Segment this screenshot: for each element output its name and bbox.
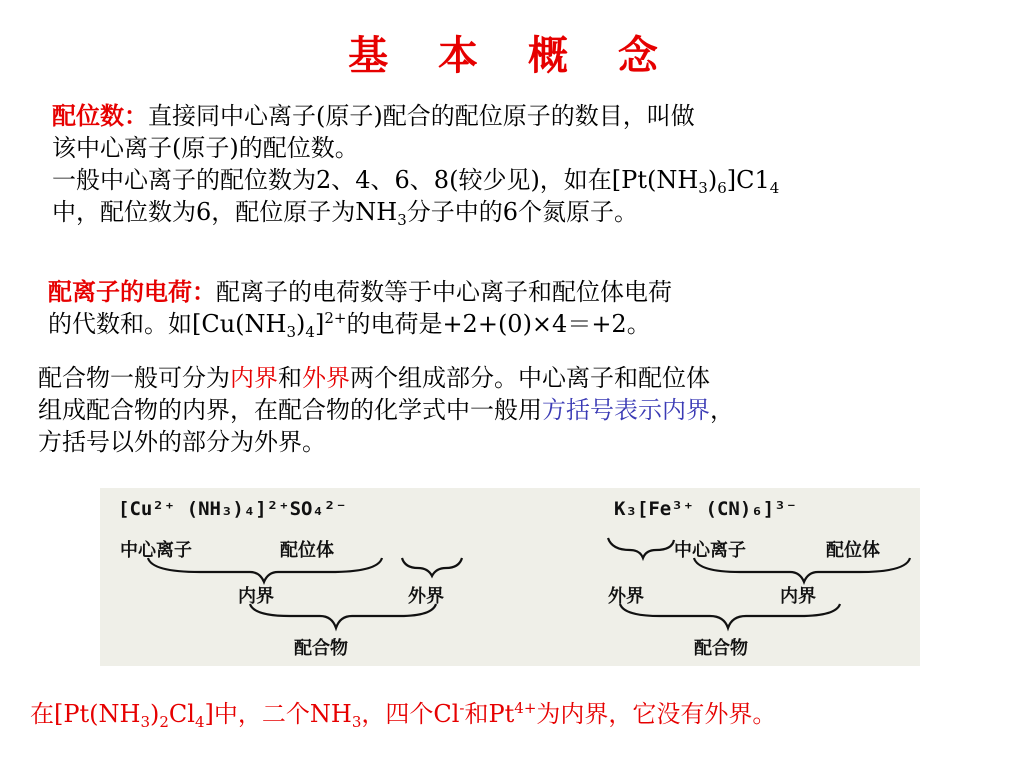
text: 两个组成部分。中心离子和配位体 [350, 364, 710, 392]
text: ， [710, 396, 734, 424]
coordination-number-line-1 [52, 100, 779, 132]
text: ] [314, 310, 325, 338]
subscript: 3 [140, 713, 150, 731]
coordination-number-label: 配位数： [52, 101, 148, 130]
text: 的代数和。如[Cu(NH [48, 310, 287, 338]
sphere-line-2 [38, 394, 734, 426]
subscript: 3 [286, 323, 297, 341]
right-complex-label: 配合物 [694, 638, 748, 659]
text: ，四个Cl [361, 700, 460, 728]
subscript: 4 [194, 713, 205, 731]
text: 中，配位数为6，配位原子为NH [52, 198, 398, 226]
coordination-number-paragraph [52, 100, 779, 228]
coordination-number-line-4 [52, 196, 779, 228]
text: 在[Pt(NH [30, 700, 141, 728]
left-ligand-label: 配位体 [280, 540, 334, 561]
superscript: - [459, 699, 465, 717]
left-outer-label: 外界 [408, 586, 444, 607]
complex-ion-charge-line-1 [48, 276, 672, 308]
right-outer-brace [608, 538, 674, 558]
coordination-number-line-3 [52, 164, 779, 196]
sphere-paragraph [38, 362, 734, 458]
text: 组成配合物的内界，在配合物的化学式中一般用 [38, 396, 542, 424]
text: 配合物一般可分为 [38, 364, 230, 392]
text: ) [296, 310, 306, 338]
bracket-note: 方括号表示内界 [542, 396, 710, 424]
subscript: 3 [397, 211, 407, 229]
sphere-line-3: 方括号以外的部分为外界。 [38, 428, 326, 456]
text: 配离子的电荷数等于中心离子和配位体电荷 [216, 278, 672, 306]
superscript: 4+ [514, 699, 537, 717]
bottom-note [30, 694, 776, 729]
subscript: 3 [351, 713, 362, 731]
superscript: 2+ [324, 309, 347, 327]
text: Cl [168, 700, 195, 728]
right-inner-label: 内界 [780, 586, 816, 607]
right-formula: K₃[Fe³⁺ (CN)₆]³⁻ [614, 498, 798, 520]
coordination-number-line-2: 该中心离子(原子)的配位数。 [52, 134, 359, 162]
subscript: 2 [159, 713, 169, 731]
left-formula: [Cu²⁺ (NH₃)₄]²⁺SO₄²⁻ [118, 498, 347, 520]
text: 和Pt [464, 700, 515, 728]
left-complex-label: 配合物 [294, 638, 348, 659]
outer-sphere-term: 外界 [302, 364, 350, 392]
coordination-number-text: 直接同中心离子(原子)配合的配位原子的数目，叫做 [148, 102, 695, 130]
complex-ion-charge-line-2 [48, 308, 672, 340]
complex-ion-charge-paragraph [48, 276, 672, 340]
text: 分子中的6个氮原子。 [406, 198, 639, 226]
complex-ion-charge-label: 配离子的电荷： [48, 277, 216, 306]
text: 和 [278, 364, 302, 392]
subscript: 6 [717, 179, 727, 197]
text: 为内界，它没有外界。 [536, 700, 777, 728]
sphere-line-1 [38, 362, 734, 394]
subscript: 4 [305, 323, 315, 341]
left-central-ion-label: 中心离子 [120, 540, 192, 561]
text: ]C1 [726, 166, 770, 194]
left-outer-brace [402, 558, 462, 576]
right-central-ion-label: 中心离子 [674, 540, 746, 561]
left-inner-label: 内界 [238, 586, 274, 607]
complex-structure-figure [100, 488, 920, 666]
right-outer-label: 外界 [608, 586, 644, 607]
right-ligand-label: 配位体 [826, 540, 880, 561]
page-title: 基 本 概 念 [348, 32, 676, 79]
text: ]中，二个NH [204, 700, 352, 728]
subscript: 4 [769, 179, 780, 197]
text: 的电荷是+2+(0)×4＝+2。 [346, 310, 651, 338]
inner-sphere-term: 内界 [230, 364, 278, 392]
subscript: 3 [698, 179, 708, 197]
text: 一般中心离子的配位数为2、4、6、8(较少见)，如在[Pt(NH [52, 166, 699, 194]
text: ) [707, 166, 718, 194]
text: ) [150, 700, 160, 728]
